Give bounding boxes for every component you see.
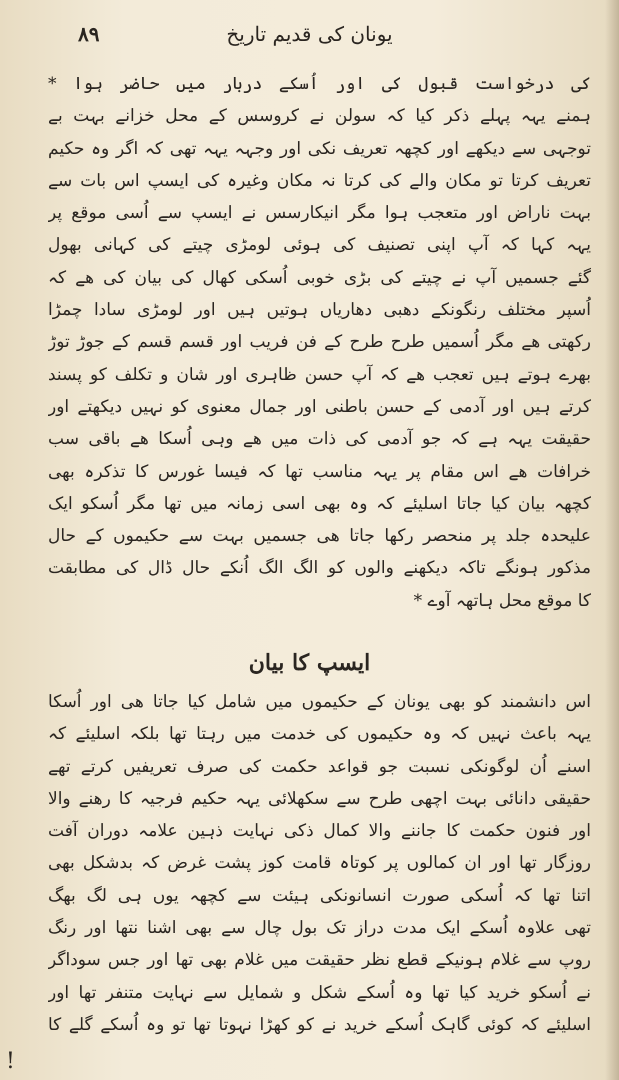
text-line: اسنے اُن لوگونکی نسبت جو قواعد حکمت کی صرف تعریفیں کرتے تھے <box>48 756 591 777</box>
section-heading: ایسپ کا بیان <box>248 650 371 676</box>
page-gutter-shadow <box>605 0 619 1080</box>
text-line: حقیقی دانائی بہت اچھی طرح سے سکھلائی یہہ حکیم فرجیہ کا رھنے والا <box>48 788 591 809</box>
text-line: یہہ کہا کہ آپ اپنی تصنیف کی ہوئی لومڑی چیتے کی کہانی بھول <box>48 235 591 256</box>
text-line: روپ سے غلام ہونیکے قطع نظر حقیقت میں غلام بھی تھا اور جس سوداگر <box>48 950 591 971</box>
text-line: رکھتی ھے مگر اُسمیں طرح طرح کے فن فریب اور قسم قسم کے جوڑ توڑ <box>48 332 591 353</box>
text-line: اسلیئے کہ کوئی گاہک اُسکے خرید نے کو کھڑا نہوتا تھا تو وہ اُسکے گلے کا <box>48 1014 591 1035</box>
text-line: تھی علاوہ اُسکے ایک مدت دراز تک بول چال سے بھی اشنا نتھا اور رنگ <box>48 918 591 939</box>
text-line: تعریف کرتا تو مکان والے کی کرتا نہ مکان وغیرہ کی ایسپ اس بات سے <box>48 170 591 191</box>
text-line: کی درخواست قبول کی اور اُسکے دربار میں حاضر ہوا * <box>48 74 591 94</box>
margin-mark: ! <box>6 1049 15 1074</box>
text-line: خرافات ھے اس مقام پر یہہ مناسب تھا کہ فیسا غورس کا تذکرہ بھی <box>48 461 591 482</box>
text-line: نے اُسکو خرید کیا تھا وہ اُسکے شکل و شمایل سے نہایت متنفر تھا اور <box>48 982 591 1003</box>
text-line: کرتے ہیں اور آدمی کے حسن باطنی اور جمال معنوی کو نہیں دیکھتے اور <box>48 396 591 417</box>
text-line: اور فنون حکمت کا جاننے والا کمال ذکی نہایت ذہین علامہ دوران آفت <box>48 821 591 842</box>
text-line: اتنا تھا کہ اُسکی صورت انسانونکی ہیئت سے کچھہ یوں ہی لگ بھگ <box>48 885 591 906</box>
paragraph-1 <box>48 68 591 617</box>
text-line: روزگار تھا اور ان کمالوں پر کوتاہ قامت کوز پشت غرض کہ بدشکل بھی <box>48 853 591 874</box>
page-header <box>40 22 579 62</box>
paragraph-2 <box>48 686 591 1041</box>
text-line: علیحدہ جلد پر منحصر رکھا جاتا ھی جسمیں بہت سے حکیموں کے حال <box>48 526 591 547</box>
text-line: اُسپر مختلف رنگونکے دھبی دھاریاں ہوتیں ہیں اور لومڑی سادا چمڑا <box>48 300 591 321</box>
running-title: یونان کی قدیم تاریخ <box>226 22 393 46</box>
text-line: یہہ باعث نہیں کہ وہ حکیموں کی خدمت میں رہتا تھا بلکہ اسلیئے کہ <box>48 724 591 745</box>
text-line: توجہی سے دیکھے اور کچھہ تعریف نکی اور وجہہ یہہ تھی کہ اگر وہ حکیم <box>48 138 591 159</box>
text-line: گئے جسمیں آپ نے چیتے کی بڑی خوبی اُسکی کھال کی بیان کی ھے کہ <box>48 267 591 288</box>
text-line: بہت ناراض اور متعجب ہوا مگر انیکارسس نے ایسپ سے اُسی موقع پر <box>48 203 591 224</box>
text-line: حقیقت یہہ ہے کہ جو آدمی کی ذات میں ھے وہی اُسکا ھے باقی سب <box>48 429 591 450</box>
text-line: مذکور ہونگے تاکہ دیکھنے والوں کو الگ الگ اُنکے حال ڈال کی مطابقت <box>48 558 591 579</box>
text-line: کا موقع محل ہاتھہ آوے * <box>413 590 591 611</box>
text-line: ہمنے یہہ پہلے ذکر کیا کہ سولن نے کروسس کے محل خزانے بہت بے <box>48 106 591 127</box>
text-line: کچھہ بیان کیا جاتا اسلیئے کہ وہ بھی اسی زمانہ میں تھا مگر اُسکو ایک <box>48 493 591 514</box>
text-line: بھرے ہوتے ہیں تعجب ھے کہ آپ حسن ظاہری اور شان و تکلف کو پسند <box>48 364 591 385</box>
page-number: ٨٩ <box>78 22 100 46</box>
text-line: اس دانشمند کو بھی یونان کے حکیموں میں شامل کیا جاتا ھی اور اُسکا <box>48 692 591 712</box>
